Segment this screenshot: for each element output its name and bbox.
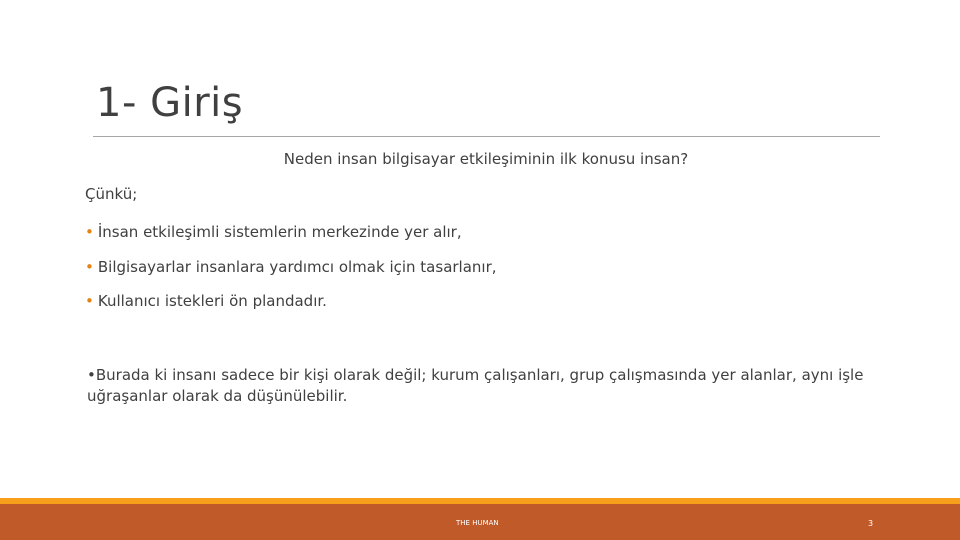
note-text: Burada ki insanı sadece bir kişi olarak değil; kurum çalışanları, grup çalışmasında yer alanlar, aynı işle uğraşanlar olarak da düşünülebilir. <box>87 366 864 405</box>
footer-label: THE HUMAN <box>456 519 499 527</box>
bullet-item <box>85 292 327 310</box>
bullet-item <box>85 223 462 241</box>
bullet-text: Bilgisayarlar insanlara yardımcı olmak için tasarlanır, <box>97 258 497 276</box>
bullet-dot-icon: • <box>85 223 94 241</box>
slide-subtitle <box>0 150 960 168</box>
note-paragraph <box>87 365 887 407</box>
note-bullet-icon: • <box>87 366 96 384</box>
bullet-item <box>85 258 497 276</box>
title-divider <box>93 136 880 137</box>
page-number: 3 <box>868 519 874 528</box>
bullet-dot-icon: • <box>85 258 94 276</box>
subtitle-text: Neden insan bilgisayar etkileşiminin ilk konusu insan? <box>283 150 689 168</box>
slide-title: 1- Giriş <box>96 80 244 126</box>
lead-text: Çünkü; <box>85 185 138 203</box>
bullet-text: İnsan etkileşimli sistemlerin merkezinde yer alır, <box>97 223 462 241</box>
bullet-dot-icon: • <box>85 292 94 310</box>
bullet-text: Kullanıcı istekleri ön plandadır. <box>97 292 327 310</box>
